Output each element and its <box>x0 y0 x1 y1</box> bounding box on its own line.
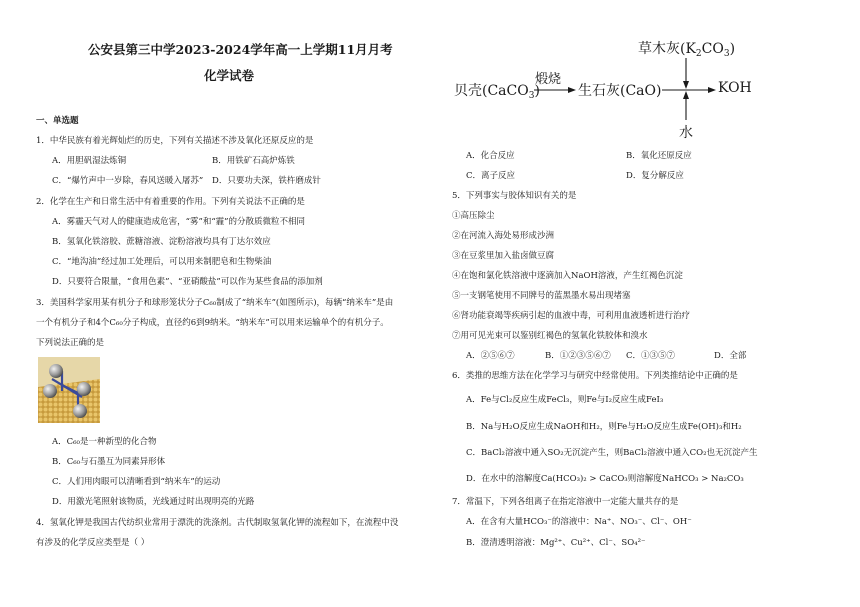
q2-option-a: A．雾霾天气对人的健康造成危害，“雾”和“霾”的分散质微粒不相同 <box>52 217 306 227</box>
q5-item-3: ③在豆浆里加入盐卤做豆腐 <box>452 251 555 261</box>
q5-item-7: ⑦用可见光束可以鉴别红褐色的氢氧化铁胶体和溴水 <box>452 331 648 341</box>
q1-option-a: A．用胆矾湿法炼铜 <box>52 156 127 166</box>
q5-option-a: A．②⑤⑥⑦ <box>466 351 515 361</box>
exam-title-line2: 化学试卷 <box>204 68 255 83</box>
q3-option-a: A．C₆₀是一种新型的化合物 <box>52 437 157 447</box>
q5-item-1: ①高压除尘 <box>452 211 495 221</box>
question-3-stem-line2: 一个有机分子和4个C₆₀分子构成，直径约6到9纳米。“纳米车”可以用来运输单个的有机分子。 <box>36 318 389 328</box>
q2-option-c: C．“地沟油”经过加工处理后，可以用来制肥皂和生物柴油 <box>52 257 272 267</box>
q7-option-b: B．澄清透明溶液：Mg²⁺、Cu²⁺、Cl⁻、SO₄²⁻ <box>466 538 646 548</box>
question-3-stem-line1: 3．美国科学家用某有机分子和球形笼状分子C₆₀制成了“纳米车”(如图所示)，每辆“纳米车”是由 <box>36 298 394 308</box>
q6-option-b: B．Na与H₂O反应生成NaOH和H₂，则Fe与H₂O反应生成Fe(OH)₃和H₂ <box>466 422 742 432</box>
q6-option-a: A．Fe与Cl₂反应生成FeCl₃，则Fe与I₂反应生成FeI₃ <box>466 395 664 405</box>
q2-option-b: B．氢氧化铁溶胶、蔗糖溶液、淀粉溶液均具有丁达尔效应 <box>52 237 271 247</box>
q5-item-6: ⑥肾功能衰竭等疾病引起的血液中毒，可利用血液透析进行治疗 <box>452 311 691 321</box>
q4-option-a: A．化合反应 <box>466 151 515 161</box>
q6-option-d: D．在水中的溶解度Ca(HCO₃)₂ > CaCO₃则溶解度NaHCO₃ > Na₂CO₃ <box>466 474 744 484</box>
nanocar-image <box>38 357 100 423</box>
q3-option-b: B．C₆₀与石墨互为同素异形体 <box>52 457 166 467</box>
question-6-stem: 6．类推的思维方法在化学学习与研究中经常使用。下列类推结论中正确的是 <box>452 371 738 381</box>
q5-item-5: ⑤一支钢笔使用不同牌号的蓝黑墨水易出现堵塞 <box>452 291 631 301</box>
q1-option-d: D．只要功夫深，铁杵磨成针 <box>212 176 321 186</box>
section-label: 一、单选题 <box>36 116 79 126</box>
shell-label: 贝壳(CaCO$_3$) <box>454 83 540 101</box>
flow-arrows <box>452 34 792 144</box>
q5-item-4: ④在饱和氯化铁溶液中逐滴加入NaOH溶液，产生红褐色沉淀 <box>452 271 683 281</box>
q5-option-d: D．全部 <box>714 351 747 361</box>
q4-option-d: D．复分解反应 <box>626 171 684 181</box>
q3-option-d: D．用激光笔照射该物质，光线通过时出现明亮的光路 <box>52 497 255 507</box>
q3-option-c: C．人们用肉眼可以清晰看到“纳米车”的运动 <box>52 477 221 487</box>
q5-item-2: ②在河流入海处易形成沙洲 <box>452 231 555 241</box>
koh-production-flow-diagram <box>452 34 792 144</box>
calcination-label: 煅烧 <box>535 72 562 87</box>
question-7-stem: 7．常温下，下列各组离子在指定溶液中一定能大量共存的是 <box>452 497 679 507</box>
koh-label: KOH <box>718 80 752 96</box>
question-4-stem-line2: 有涉及的化学反应类型是（ ） <box>36 538 150 548</box>
question-4-stem-line1: 4．氢氧化钾是我国古代纺织业常用于漂洗的洗涤剂。古代制取氢氧化钾的流程如下，在流程中没 <box>36 518 399 528</box>
q4-option-c: C．离子反应 <box>466 171 516 181</box>
q6-option-c: C．BaCl₂溶液中通入SO₂无沉淀产生，则BaCl₂溶液中通入CO₂也无沉淀产生 <box>466 448 758 458</box>
question-1-stem: 1．中华民族有着光辉灿烂的历史，下列有关描述不涉及氧化还原反应的是 <box>36 136 314 146</box>
question-5-stem: 5．下列事实与胶体知识有关的是 <box>452 191 577 201</box>
quicklime-label: 生石灰(CaO) <box>578 83 662 99</box>
q7-option-a: A．在含有大量HCO₃⁻的溶液中：Na⁺、NO₃⁻、Cl⁻、OH⁻ <box>466 517 692 527</box>
question-3-stem-line3: 下列说法正确的是 <box>36 338 105 348</box>
q2-option-d: D．只要符合限量，“食用色素”、“亚硝酸盐”可以作为某些食品的添加剂 <box>52 277 323 287</box>
question-2-stem: 2．化学在生产和日常生活中有着重要的作用。下列有关说法不正确的是 <box>36 197 305 207</box>
q1-option-b: B．用铁矿石高炉炼铁 <box>212 156 295 166</box>
q1-option-c: C．“爆竹声中一岁除，春风送暖入屠苏” <box>52 176 204 186</box>
water-label: 水 <box>679 125 693 141</box>
plant-ash-label: 草木灰$(K_2CO_3)$ <box>638 41 736 59</box>
exam-title-line1: 公安县第三中学2023-2024学年高一上学期11月月考 <box>88 42 393 57</box>
q5-option-c: C．①③⑤⑦ <box>626 351 676 361</box>
q4-option-b: B．氧化还原反应 <box>626 151 692 161</box>
q5-option-b: B．①②③⑤⑥⑦ <box>545 351 611 361</box>
